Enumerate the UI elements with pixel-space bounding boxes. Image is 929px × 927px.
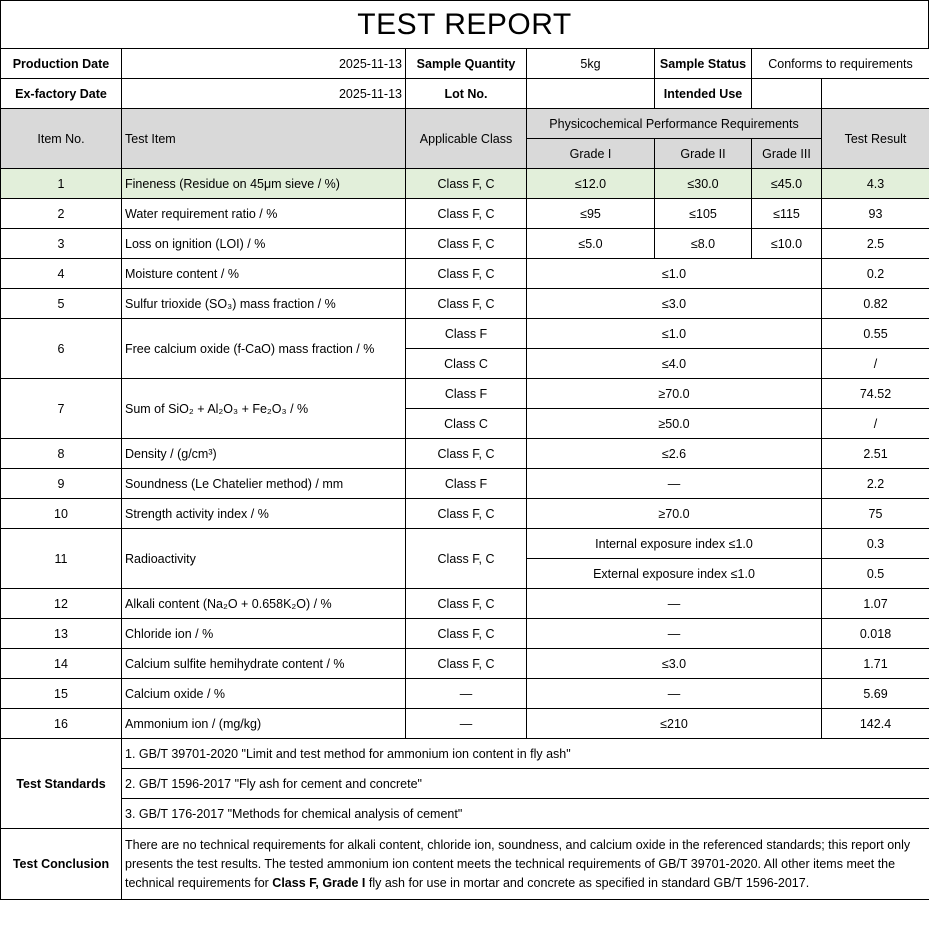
grade-3-requirement: ≤10.0 [752, 229, 822, 259]
requirement: ≤1.0 [527, 319, 822, 349]
info-blank-cell [822, 79, 929, 109]
item-no: 16 [1, 709, 122, 739]
test-item: Calcium oxide / % [122, 679, 406, 709]
production-date-label: Production Date [1, 49, 122, 79]
standards-row [1, 799, 929, 829]
header-row-1 [1, 109, 929, 139]
requirement: ≥70.0 [527, 379, 822, 409]
header-grade-1: Grade I [527, 139, 655, 169]
test-item: Moisture content / % [122, 259, 406, 289]
conclusion-row [1, 829, 929, 900]
applicable-class: Class F [406, 469, 527, 499]
header-grade-3: Grade III [752, 139, 822, 169]
test-result: 0.5 [822, 559, 929, 589]
sample-status-value: Conforms to requirements [752, 49, 929, 79]
applicable-class: Class F, C [406, 649, 527, 679]
test-item: Fineness (Residue on 45μm sieve / %) [122, 169, 406, 199]
requirement: ≤3.0 [527, 289, 822, 319]
requirement: — [527, 679, 822, 709]
sample-quantity-label: Sample Quantity [406, 49, 527, 79]
test-conclusion-text [122, 829, 929, 900]
grade-1-requirement: ≤95 [527, 199, 655, 229]
test-result: 142.4 [822, 709, 929, 739]
item-no: 10 [1, 499, 122, 529]
item-no: 11 [1, 529, 122, 589]
table-row [1, 379, 929, 409]
table-row [1, 709, 929, 739]
test-result: 1.71 [822, 649, 929, 679]
requirement: — [527, 469, 822, 499]
standard-item: 3. GB/T 176-2017 "Methods for chemical analysis of cement" [122, 799, 929, 829]
table-row [1, 199, 929, 229]
applicable-class: Class F, C [406, 289, 527, 319]
applicable-class: — [406, 709, 527, 739]
test-result: 5.69 [822, 679, 929, 709]
requirement: — [527, 619, 822, 649]
ex-factory-date-value: 2025-11-13 [122, 79, 406, 109]
test-conclusion-label: Test Conclusion [1, 829, 122, 900]
applicable-class: Class F [406, 319, 527, 349]
requirement: ≥50.0 [527, 409, 822, 439]
item-no: 1 [1, 169, 122, 199]
test-item: Water requirement ratio / % [122, 199, 406, 229]
applicable-class: Class F, C [406, 169, 527, 199]
table-row [1, 499, 929, 529]
info-row-2 [1, 79, 929, 109]
intended-use-label: Intended Use [655, 79, 752, 109]
requirement: ≤2.6 [527, 439, 822, 469]
item-no: 15 [1, 679, 122, 709]
report-title: TEST REPORT [0, 0, 929, 48]
production-date-value: 2025-11-13 [122, 49, 406, 79]
grade-1-requirement: ≤5.0 [527, 229, 655, 259]
lot-no-label: Lot No. [406, 79, 527, 109]
table-row [1, 229, 929, 259]
header-applicable-class: Applicable Class [406, 109, 527, 169]
table-row [1, 319, 929, 349]
applicable-class: Class F, C [406, 589, 527, 619]
test-item: Free calcium oxide (f-CaO) mass fraction / % [122, 319, 406, 379]
item-no: 5 [1, 289, 122, 319]
test-item: Radioactivity [122, 529, 406, 589]
table-row [1, 289, 929, 319]
applicable-class: Class F [406, 379, 527, 409]
table-row [1, 469, 929, 499]
item-no: 13 [1, 619, 122, 649]
standards-row [1, 739, 929, 769]
requirement: ≤1.0 [527, 259, 822, 289]
requirement: ≤3.0 [527, 649, 822, 679]
test-result: 2.51 [822, 439, 929, 469]
item-no: 6 [1, 319, 122, 379]
info-row-1 [1, 49, 929, 79]
item-no: 12 [1, 589, 122, 619]
table-row [1, 169, 929, 199]
test-item: Soundness (Le Chatelier method) / mm [122, 469, 406, 499]
test-item: Loss on ignition (LOI) / % [122, 229, 406, 259]
test-result: 0.2 [822, 259, 929, 289]
item-no: 14 [1, 649, 122, 679]
conclusion-text-part-1: There are no technical requirements for alkali content, chloride ion, soundness, and calcium oxide in the referenced standards; this report only presents the test results. The tested ammonium ion content meets the technical requirements of GB/T 39701-2020. All other items meet the technical requirements for [125, 837, 911, 890]
item-no: 3 [1, 229, 122, 259]
intended-use-value [752, 79, 822, 109]
grade-2-requirement: ≤8.0 [655, 229, 752, 259]
conclusion-text-bold: Class F, Grade I [272, 875, 366, 890]
test-standards-label: Test Standards [1, 739, 122, 829]
ex-factory-date-label: Ex-factory Date [1, 79, 122, 109]
applicable-class: Class F, C [406, 229, 527, 259]
requirement: ≤210 [527, 709, 822, 739]
test-result: 1.07 [822, 589, 929, 619]
test-result: 4.3 [822, 169, 929, 199]
grade-3-requirement: ≤115 [752, 199, 822, 229]
grade-3-requirement: ≤45.0 [752, 169, 822, 199]
grade-2-requirement: ≤30.0 [655, 169, 752, 199]
test-result: 75 [822, 499, 929, 529]
item-no: 2 [1, 199, 122, 229]
table-row [1, 679, 929, 709]
requirement: External exposure index ≤1.0 [527, 559, 822, 589]
test-result: 0.55 [822, 319, 929, 349]
test-result: 0.018 [822, 619, 929, 649]
test-result: / [822, 409, 929, 439]
applicable-class: — [406, 679, 527, 709]
header-test-result: Test Result [822, 109, 929, 169]
conclusion-text-part-2: fly ash for use in mortar and concrete as specified in standard GB/T 1596-2017. [365, 875, 810, 890]
test-result: 2.2 [822, 469, 929, 499]
applicable-class: Class C [406, 409, 527, 439]
test-result: 0.3 [822, 529, 929, 559]
item-no: 9 [1, 469, 122, 499]
table-row [1, 439, 929, 469]
test-item: Sulfur trioxide (SO₃) mass fraction / % [122, 289, 406, 319]
applicable-class: Class F, C [406, 259, 527, 289]
item-no: 7 [1, 379, 122, 439]
table-row [1, 619, 929, 649]
test-item: Chloride ion / % [122, 619, 406, 649]
header-test-item: Test Item [122, 109, 406, 169]
item-no: 4 [1, 259, 122, 289]
applicable-class: Class F, C [406, 529, 527, 589]
report-table [0, 48, 929, 900]
test-result: 2.5 [822, 229, 929, 259]
table-row [1, 259, 929, 289]
requirement: — [527, 589, 822, 619]
header-grade-2: Grade II [655, 139, 752, 169]
standards-row [1, 769, 929, 799]
test-item: Sum of SiO₂ + Al₂O₃ + Fe₂O₃ / % [122, 379, 406, 439]
grade-2-requirement: ≤105 [655, 199, 752, 229]
test-result: 0.82 [822, 289, 929, 319]
applicable-class: Class C [406, 349, 527, 379]
test-result: / [822, 349, 929, 379]
applicable-class: Class F, C [406, 619, 527, 649]
table-row [1, 529, 929, 559]
table-row [1, 649, 929, 679]
test-item: Strength activity index / % [122, 499, 406, 529]
requirement: Internal exposure index ≤1.0 [527, 529, 822, 559]
header-item-no: Item No. [1, 109, 122, 169]
test-item: Ammonium ion / (mg/kg) [122, 709, 406, 739]
requirement: ≥70.0 [527, 499, 822, 529]
test-item: Density / (g/cm³) [122, 439, 406, 469]
applicable-class: Class F, C [406, 439, 527, 469]
grade-1-requirement: ≤12.0 [527, 169, 655, 199]
standard-item: 1. GB/T 39701-2020 "Limit and test method for ammonium ion content in fly ash" [122, 739, 929, 769]
test-result: 93 [822, 199, 929, 229]
sample-status-label: Sample Status [655, 49, 752, 79]
standard-item: 2. GB/T 1596-2017 "Fly ash for cement and concrete" [122, 769, 929, 799]
test-item: Alkali content (Na₂O + 0.658K₂O) / % [122, 589, 406, 619]
item-no: 8 [1, 439, 122, 469]
applicable-class: Class F, C [406, 499, 527, 529]
test-item: Calcium sulfite hemihydrate content / % [122, 649, 406, 679]
lot-no-value [527, 79, 655, 109]
test-result: 74.52 [822, 379, 929, 409]
sample-quantity-value: 5kg [527, 49, 655, 79]
requirement: ≤4.0 [527, 349, 822, 379]
applicable-class: Class F, C [406, 199, 527, 229]
table-row [1, 589, 929, 619]
header-requirements: Physicochemical Performance Requirements [527, 109, 822, 139]
